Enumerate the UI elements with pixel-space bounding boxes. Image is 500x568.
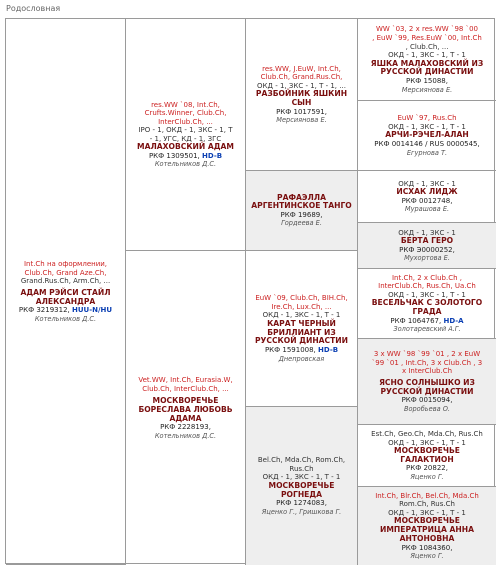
sire-health: HD-B [202,151,223,160]
subject-owner: Котельников Д.С. [34,314,97,323]
dd-title-2: Rus.Ch [289,464,314,473]
ds-name-1[interactable]: КАРАТ ЧЕРНЫЙ [267,318,336,328]
ds-name-3[interactable]: РУССКОЙ ДИНАСТИИ [254,336,349,346]
dd-name-2[interactable]: РОГНЕДА [280,489,323,499]
sire-tests-2: - 1, УГС, КД - 1, ЗГС [149,134,222,143]
ds-owner: Днепровская [278,354,325,363]
dam-reg: РКФ 2228193, [160,423,211,432]
dd-title-1: Bel.Ch, Mda.Ch, Rom.Ch, [257,456,346,465]
dds-name-1[interactable]: МОСКВОРЕЧЬЕ [394,446,460,456]
dsd-owner: Воробьева О. [403,404,451,413]
ddd-cell [358,487,496,565]
dss-cell [358,269,496,339]
dsd-cell [358,339,496,425]
ddd-name-3[interactable]: АНТОНОВНА [399,533,455,543]
ddd-reg: РКФ 1084360, [401,543,453,552]
subject-name-2[interactable]: АЛЕКСАНДРА [35,296,96,306]
ds-name-2[interactable]: БРИЛЛИАНТ ИЗ [267,327,336,337]
sd-name-2[interactable]: АРГЕНТИНСКОЕ ТАНГО [251,201,352,211]
sss-reg: РКФ 15088, [406,77,448,85]
sdd-name-1[interactable]: БЕРТА ГЕРО [400,236,454,246]
dam-sire-cell [246,251,358,407]
sire-name[interactable]: МАЛАХОВСКИЙ АДАМ [137,142,234,152]
dd-name-1[interactable]: МОСКВОРЕЧЬЕ [268,480,335,490]
sire-sire-cell [246,19,358,171]
dam-name-1[interactable]: МОСКВОРЕЧЬЕ [152,396,219,406]
ssd-title-1: EuW `97, Rus.Ch [397,114,457,123]
dds-cell [358,425,496,487]
ss-name-2[interactable]: СЫН [291,98,312,108]
sire-reg: РКФ 1309501, [148,151,200,160]
ssd-cell [358,101,496,171]
dam-name-3[interactable]: АДАМА [169,413,202,423]
pedigree-table [5,18,495,564]
sire-cell [126,19,246,251]
sss-title-3: , Club.Ch, ... [405,42,449,51]
dsd-title-2: `99 `01 , Int.Ch, 3 x Club.Ch , 3 [371,358,483,367]
dss-name-1[interactable]: ВЕСЕЛЬЧАК С ЗОЛОТОГО [371,298,483,308]
sss-name-1[interactable]: ЯШКА МАЛАХОВСКИЙ ИЗ [370,58,484,68]
dsd-name-1[interactable]: ЯСНО СОЛНЫШКО ИЗ [379,377,475,387]
sire-tests-1: IPO - 1, ОКД - 1, ЗКС - 1, Т [138,126,233,135]
ddd-title-1: Int.Ch, Blr.Ch, Bel.Ch, Mda.Ch [375,491,479,500]
ssd-tests-1: ОКД - 1, ЗКС - 1, Т - 1 [388,122,466,131]
dss-health: HD-A [443,316,464,325]
ssd-name-1[interactable]: АРЧИ-РЭЧЕЛ-АЛАН [385,130,469,140]
subject-title-1: Int.Ch на оформлении, [23,260,108,269]
sds-name-1[interactable]: ИСХАК ЛИДЖ [396,187,458,197]
sss-owner: Мерсиянова Е. [401,85,453,94]
dsd-reg: РКФ 0015094, [401,396,453,405]
dss-title-1: Int.Ch, 2 x Club.Ch , [391,273,462,282]
dd-tests-1: ОКД - 1, ЗКС - 1, Т - 1 [262,473,341,482]
dss-title-2: InterClub.Ch, Rus.Ch, Ua.Ch [378,282,476,291]
dam-title-2: Club.Ch, InterClub.Ch, ... [142,384,229,393]
dam-owner: Котельников Д.С. [154,431,217,440]
sire-title-3: InterClub.Ch, ... [158,117,213,126]
sire-title-2: Crufts.Winner, Club.Ch, [144,109,227,118]
subject-health: HUU-N/HU [71,306,113,315]
ss-tests-1: ОКД - 1, ЗКС - 1, Т - 1, ... [257,81,346,90]
dds-owner: Яценко Г. [410,473,444,481]
subject-title-3: Grand.Rus.Ch, Arm.Ch, ... [20,277,111,286]
dds-reg: РКФ 20822, [406,464,448,473]
dam-title-1: Vet.WW, Int.Ch, Eurasia.W, [138,376,233,385]
sd-name-1[interactable]: РАФАЭЛЛА [277,192,326,202]
sdd-reg: РКФ Э0000252, [399,245,455,254]
sd-reg: РКФ 19689, [280,210,323,219]
dsd-title-1: 3 x WW `98 `99 `01 , 2 x EuW [373,350,481,359]
ddd-tests-1: ОКД - 1, ЗКС - 1, Т - 1 [388,508,466,517]
subject-cell [6,19,126,565]
ssd-reg: РКФ 0014146 / RUS 0000545, [374,140,480,149]
dam-name-2[interactable]: БОРЕСЛАВА ЛЮБОВЬ [138,404,233,414]
ss-name-1[interactable]: РАЗБОЙНИК ЯШКИН [255,89,348,99]
ddd-name-1[interactable]: МОСКВОРЕЧЬЕ [394,516,460,526]
sdd-tests-1: ОКД - 1, ЗКС - 1 [398,228,456,237]
dss-owner: Золотаревский А.Г. [393,325,461,334]
sss-tests-1: ОКД - 1, ЗКС - 1, Т - 1 [388,51,466,60]
sds-reg: РКФ 0012748, [401,196,453,205]
sds-owner: Мурашова Е. [404,205,450,214]
sire-owner: Котельников Д.С. [154,160,217,169]
ds-tests-1: ОКД - 1, ЗКС - 1, Т - 1 [262,311,341,320]
dd-owner: Яценко Г., Гришкова Г. [261,507,342,516]
page-title: Родословная [6,4,61,13]
subject-reg: РКФ 3219312, [18,306,70,315]
ds-title-1: EuW `09, Club.Ch, BIH.Ch, [255,294,348,303]
ss-title-2: Club.Ch, Grand.Rus.Ch, [260,73,343,82]
dss-name-2[interactable]: ГРАДА [412,307,442,317]
ddd-owner: Яценко Г. [410,552,444,561]
ss-reg: РКФ 1017591, [276,107,327,116]
ss-title-1: res.WW, J.EuW, Int.Ch, [262,64,341,73]
ds-title-2: Ire.Ch, Lux.Ch, ... [271,302,332,311]
ds-health: HD-B [318,346,339,355]
dds-name-2[interactable]: ГАЛАКТИОН [400,454,454,464]
ddd-title-2: Rom.Ch, Rus.Ch [399,500,455,509]
dds-tests-1: ОКД - 1, ЗКС - 1, Т - 1 [388,438,466,447]
sss-title-1: WW `03, 2 x res.WW `98 `00 [376,25,478,34]
sd-owner: Гордеева Е. [281,219,322,228]
ssd-owner: Егурнова Т. [406,148,448,157]
sire-title-1: res.WW `08, Int.Ch, [151,100,220,109]
dam-dam-cell [246,407,358,565]
dss-tests-1: ОКД - 1, ЗКС - 1, Т - 1 [388,290,466,299]
sss-name-2[interactable]: РУССКОЙ ДИНАСТИИ [380,67,474,77]
dam-cell [126,251,246,565]
sds-tests-1: ОКД - 1, ЗКС - 1 [398,179,456,188]
sds-cell [358,171,496,223]
dd-reg: РКФ 1274083, [276,499,327,508]
dsd-title-3: x InterClub.Ch [401,367,453,376]
sss-title-2: , EuW `99, Res.EuW `00, Int.Ch [372,33,482,42]
ddd-name-2[interactable]: ИМПЕРАТРИЦА АННА [379,525,475,535]
dds-title-1: Est.Ch, Geo.Ch, Mda.Ch, Rus.Ch [371,429,483,438]
dsd-name-2[interactable]: РУССКОЙ ДИНАСТИИ [380,386,474,396]
sdd-owner: Мухортова Е. [404,254,450,263]
ds-reg: РКФ 1591008, [264,346,316,355]
sdd-cell [358,223,496,269]
sire-dam-cell [246,171,358,251]
subject-name-1[interactable]: АДАМ РЭЙСИ СТАЙЛ [20,287,111,297]
sss-cell [358,19,496,101]
subject-title-2: Club.Ch, Grand Aze.Ch, [24,268,107,277]
ss-owner: Мерсиянова Е. [276,116,327,125]
dss-reg: РКФ 1064767, [390,316,442,325]
